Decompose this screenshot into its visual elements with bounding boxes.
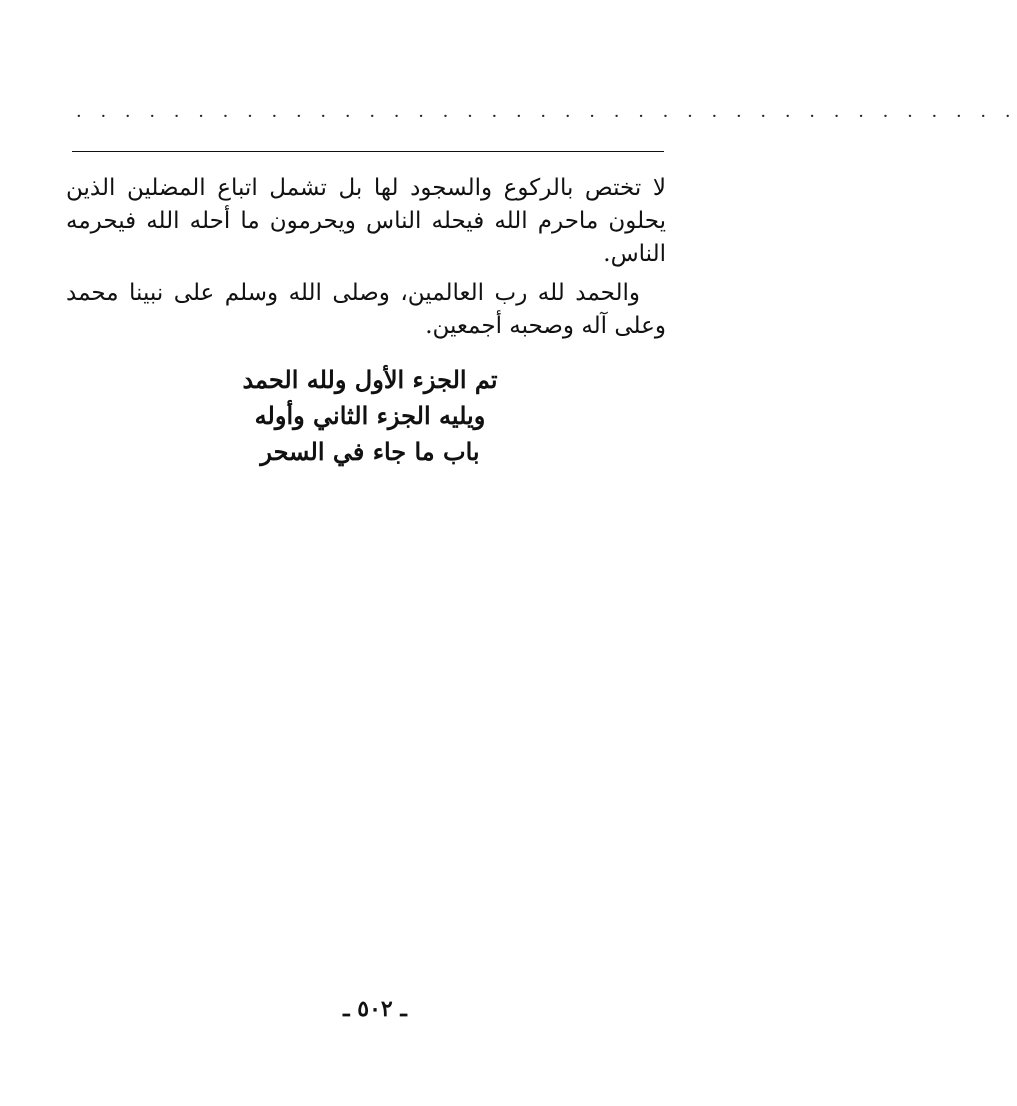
closing-praise-paragraph: والحمد لله رب العالمين، وصلى الله وسلم على نبينا محمد وعلى آله وصحبه أجمعين. bbox=[66, 280, 666, 339]
next-chapter-title: باب ما جاء في السحر bbox=[260, 437, 480, 466]
footnote-text bbox=[66, 172, 666, 349]
dotted-separator: · · · · · · · · · · · · · · · · · · · · · · · · · · · · · · · · · · · · · · · bbox=[76, 106, 1017, 127]
next-volume-line: ويليه الجزء الثاني وأوله bbox=[254, 401, 486, 430]
page-number: ـ ٥٠٢ ـ bbox=[343, 996, 407, 1022]
volume-end-line: تم الجزء الأول ولله الحمد bbox=[242, 365, 498, 394]
footnote-paragraph: لا تختص بالركوع والسجود لها بل تشمل اتباع المضلين الذين يحلون ماحرم الله فيحله الناس ويحرمون ما أحله الله فيحرمه الناس. bbox=[66, 175, 666, 267]
volume-end-note bbox=[190, 362, 550, 470]
footnote-rule bbox=[72, 151, 664, 152]
